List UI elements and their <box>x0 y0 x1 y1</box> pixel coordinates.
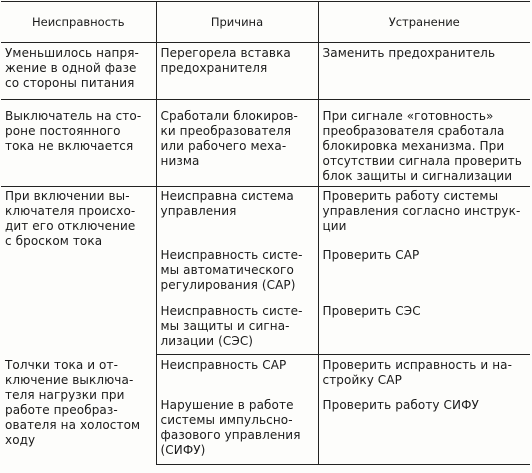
table-row <box>1 187 530 245</box>
fault-cell <box>1 43 156 100</box>
remedy-cell <box>318 355 530 395</box>
fault-table <box>1 1 530 465</box>
cause-text: Неисправна система управления <box>160 189 294 218</box>
remedy-cell <box>318 245 530 301</box>
cause-cell <box>156 43 318 100</box>
fault-cell <box>1 100 156 187</box>
cause-text: Неисправность САР <box>160 358 287 372</box>
remedy-text: Проверить СЭС <box>322 303 421 318</box>
cause-cell <box>156 301 318 355</box>
remedy-text: Проверить работу системы управления согласно инструк- ции <box>322 189 521 233</box>
cause-cell <box>156 100 318 187</box>
table-body <box>1 43 530 465</box>
remedy-text: Проверить САР <box>322 247 420 262</box>
fault-cell <box>1 355 156 465</box>
cause-cell <box>156 395 318 465</box>
remedy-text: При сигнале «готовность» преобразователя сработала блокировка механизма. При отсутствии сигнала проверить блок защиты и сигнализации <box>322 109 522 183</box>
remedy-text: Проверить исправность и на- стройку САР <box>322 358 513 387</box>
cause-text: Нарушение в работе системы импульсно- фазового управления (СИФУ) <box>160 397 301 457</box>
fault-text: Толчки тока и от- ключение выключа- теля нагрузки при работе преобраз- ователя на холостом ходу <box>5 357 141 447</box>
cause-cell <box>156 187 318 245</box>
cause-text: Неисправность систе- мы защиты и сигна- лизации (СЭС) <box>160 303 303 348</box>
header-cause: Причина <box>156 2 318 43</box>
table-row <box>1 100 530 187</box>
header-fault: Неисправность <box>1 2 156 43</box>
cause-text: Сработали блокиров- ки преобразователя или рабочего меха- низма <box>160 109 298 168</box>
fault-cell <box>1 187 156 355</box>
cause-text: Перегорела вставка предохранителя <box>160 46 291 75</box>
remedy-cell <box>318 395 530 465</box>
table-row <box>1 43 530 100</box>
remedy-cell <box>318 301 530 355</box>
cause-cell <box>156 355 318 395</box>
table-header <box>1 2 530 43</box>
fault-text: При включении вы- ключателя происхо- дит его отключение с броском тока <box>5 189 136 248</box>
cause-cell <box>156 245 318 301</box>
header-remedy: Устранение <box>318 2 530 43</box>
table-row <box>1 355 530 395</box>
remedy-text: Заменить предохранитель <box>322 46 496 60</box>
remedy-text: Проверить работу СИФУ <box>322 397 479 412</box>
remedy-cell <box>318 187 530 245</box>
header-row <box>1 2 530 43</box>
fault-text: Уменьшилось напря- жение в одной фазе со стороны питания <box>5 46 139 90</box>
fault-text: Выключатель на сто- роне постоянного тока не включается <box>5 109 142 153</box>
cause-text: Неисправность систе- мы автоматического регулирования (САР) <box>160 247 303 292</box>
remedy-cell <box>318 100 530 187</box>
remedy-cell <box>318 43 530 100</box>
